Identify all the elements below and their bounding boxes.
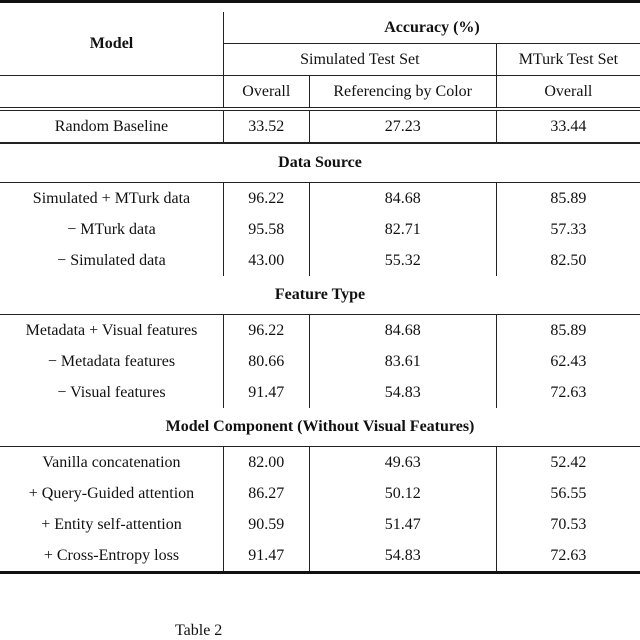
- table-row: [0, 214, 640, 245]
- header-color: Referencing by Color: [309, 76, 496, 110]
- table-row: [0, 315, 640, 347]
- baseline-value: 33.44: [496, 109, 640, 143]
- row-value: 50.12: [309, 478, 496, 509]
- top-rule: [0, 0, 640, 3]
- row-value: 80.66: [223, 346, 309, 377]
- table-row: [0, 245, 640, 276]
- header-mturk: MTurk Test Set: [496, 44, 640, 76]
- header-model: Model: [89, 34, 134, 52]
- table-row: [0, 540, 640, 573]
- table-row: [0, 478, 640, 509]
- row-label: Simulated + MTurk data: [32, 189, 191, 207]
- row-value: 85.89: [496, 315, 640, 347]
- row-label: − Metadata features: [47, 352, 176, 370]
- row-value: 49.63: [309, 447, 496, 479]
- row-value: 83.61: [309, 346, 496, 377]
- row-value: 85.89: [496, 183, 640, 215]
- row-label: − Simulated data: [57, 251, 166, 269]
- row-label: Vanilla concatenation: [42, 453, 181, 471]
- row-value: 90.59: [223, 509, 309, 540]
- row-value: 52.42: [496, 447, 640, 479]
- row-value: 57.33: [496, 214, 640, 245]
- row-value: 55.32: [309, 245, 496, 276]
- table-caption: Table 2: [175, 622, 223, 639]
- results-table: [0, 12, 640, 574]
- row-value: 54.83: [309, 377, 496, 408]
- table-row: [0, 447, 640, 479]
- row-value: 95.58: [223, 214, 309, 245]
- table-row: [0, 377, 640, 408]
- row-label: + Cross-Entropy loss: [0, 540, 223, 573]
- row-value: 91.47: [223, 377, 309, 408]
- row-value: 82.00: [223, 447, 309, 479]
- header-empty: [0, 76, 223, 110]
- row-value: 62.43: [496, 346, 640, 377]
- row-label: Metadata + Visual features: [25, 321, 198, 339]
- row-value: 72.63: [496, 540, 640, 573]
- row-value: 51.47: [309, 509, 496, 540]
- row-label: − MTurk data: [67, 220, 156, 238]
- row-value: 84.68: [309, 315, 496, 347]
- row-value: 82.71: [309, 214, 496, 245]
- baseline-value: 33.52: [223, 109, 309, 143]
- baseline-value: 27.23: [309, 109, 496, 143]
- table-row: [0, 509, 640, 540]
- row-value: 96.22: [223, 183, 309, 215]
- row-value: 86.27: [223, 478, 309, 509]
- row-label: + Query-Guided attention: [28, 484, 195, 502]
- row-label: − Visual features: [57, 383, 166, 401]
- header-accuracy: Accuracy (%): [223, 12, 640, 44]
- baseline-label: Random Baseline: [0, 109, 223, 143]
- row-value: 96.22: [223, 315, 309, 347]
- row-value: 91.47: [223, 540, 309, 573]
- section-title: Model Component (Without Visual Features): [0, 408, 640, 447]
- row-value: 70.53: [496, 509, 640, 540]
- section-title: Data Source: [0, 143, 640, 183]
- row-value: 84.68: [309, 183, 496, 215]
- header-overall: Overall: [223, 76, 309, 110]
- row-value: 56.55: [496, 478, 640, 509]
- section-title: Feature Type: [0, 276, 640, 315]
- table-row: [0, 183, 640, 215]
- row-value: 43.00: [223, 245, 309, 276]
- row-label: + Entity self-attention: [41, 515, 182, 533]
- row-value: 72.63: [496, 377, 640, 408]
- header-simulated: Simulated Test Set: [223, 44, 496, 76]
- table-row: [0, 346, 640, 377]
- row-value: 82.50: [496, 245, 640, 276]
- header-mturk-overall: Overall: [496, 76, 640, 110]
- row-value: 54.83: [309, 540, 496, 573]
